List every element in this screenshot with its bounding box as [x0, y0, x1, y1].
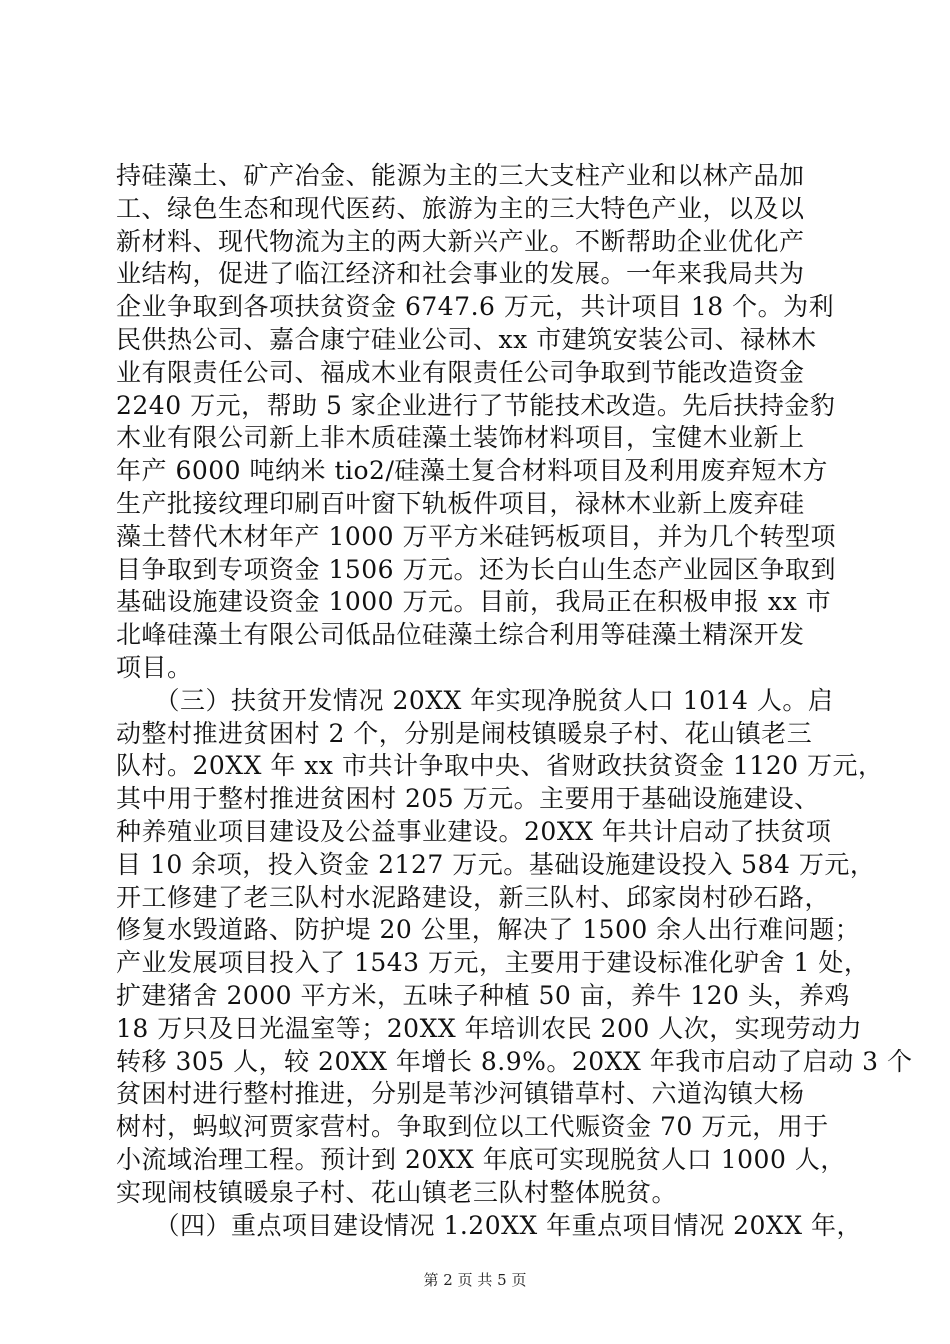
- text-line: 新材料、现代物流为主的两大新兴产业。不断帮助企业优化产: [116, 226, 805, 256]
- text-line: 业有限责任公司、福成木业有限责任公司争取到节能改造资金: [116, 357, 805, 387]
- page-footer: [0, 1270, 950, 1290]
- text-line: 实现闹枝镇暖泉子村、花山镇老三队村整体脱贫。: [116, 1177, 678, 1207]
- text-line: 2240 万元，帮助 5 家企业进行了节能技术改造。先后扶持金豹: [116, 390, 836, 420]
- text-line: 贫困村进行整村推进，分别是苇沙河镇错草村、六道沟镇大杨: [116, 1079, 805, 1109]
- text-line: 业结构，促进了临江经济和社会事业的发展。一年来我局共为: [116, 259, 805, 289]
- text-line: 民供热公司、嘉合康宁硅业公司、xx 市建筑安装公司、禄林木: [116, 324, 817, 354]
- text-line: 转移 305 人，较 20XX 年增长 8.9%。20XX 年我市启动了启动 3 个: [116, 1046, 913, 1076]
- text-line: 基础设施建设资金 1000 万元。目前，我局正在积极申报 xx 市: [116, 587, 832, 617]
- text-line: 开工修建了老三队村水泥路建设，新三队村、邱家岗村砂石路，: [116, 882, 831, 912]
- text-line: 项目。: [116, 652, 193, 682]
- text-line: （四）重点项目建设情况 1.20XX 年重点项目情况 20XX 年，: [116, 1210, 862, 1240]
- text-line: 工、绿色生态和现代医药、旅游为主的三大特色产业，以及以: [116, 193, 805, 223]
- text-line: （三）扶贫开发情况 20XX 年实现净脱贫人口 1014 人。启: [116, 685, 834, 715]
- text-line: 修复水毁道路、防护堤 20 公里，解决了 1500 余人出行难问题；: [116, 915, 861, 945]
- text-line: 目争取到专项资金 1506 万元。还为长白山生态产业园区争取到: [116, 554, 837, 584]
- text-line: 扩建猪舍 2000 平方米，五味子种植 50 亩，养牛 120 头，养鸡: [116, 980, 850, 1010]
- text-line: 种养殖业项目建设及公益事业建设。20XX 年共计启动了扶贫项: [116, 816, 832, 846]
- text-line: 木业有限公司新上非木质硅藻土装饰材料项目，宝健木业新上: [116, 423, 805, 453]
- text-line: 其中用于整村推进贫困村 205 万元。主要用于基础设施建设、: [116, 784, 820, 814]
- text-line: 动整村推进贫困村 2 个，分别是闹枝镇暖泉子村、花山镇老三: [116, 718, 813, 748]
- text-line: 企业争取到各项扶贫资金 6747.6 万元，共计项目 18 个。为利: [116, 292, 835, 322]
- body-text: [116, 160, 913, 1242]
- text-line: 产业发展项目投入了 1543 万元，主要用于建设标准化驴舍 1 处，: [116, 948, 870, 978]
- text-line: 树村，蚂蚁河贾家营村。争取到位以工代赈资金 70 万元，用于: [116, 1112, 829, 1142]
- text-line: 小流域治理工程。预计到 20XX 年底可实现脱贫人口 1000 人，: [116, 1144, 846, 1174]
- text-line: 18 万只及日光温室等；20XX 年培训农民 200 人次，实现劳动力: [116, 1013, 863, 1043]
- text-line: 持硅藻土、矿产冶金、能源为主的三大支柱产业和以林产品加: [116, 161, 805, 190]
- text-line: 北峰硅藻土有限公司低品位硅藻土综合利用等硅藻土精深开发: [116, 620, 805, 650]
- text-line: 藻土替代木材年产 1000 万平方米硅钙板项目，并为几个转型项: [116, 521, 837, 551]
- text-line: 生产批接纹理印刷百叶窗下轨板件项目，禄林木业新上废弃硅: [116, 488, 805, 518]
- text-line: 年产 6000 吨纳米 tio2/硅藻土复合材料项目及利用废弃短木方: [116, 456, 828, 486]
- text-line: 队村。20XX 年 xx 市共计争取中央、省财政扶贫资金 1120 万元，: [116, 751, 884, 781]
- text-line: 目 10 余项，投入资金 2127 万元。基础设施建设投入 584 万元，: [116, 849, 876, 879]
- page-number-indicator: 第 2 页 共 5 页: [423, 1271, 527, 1289]
